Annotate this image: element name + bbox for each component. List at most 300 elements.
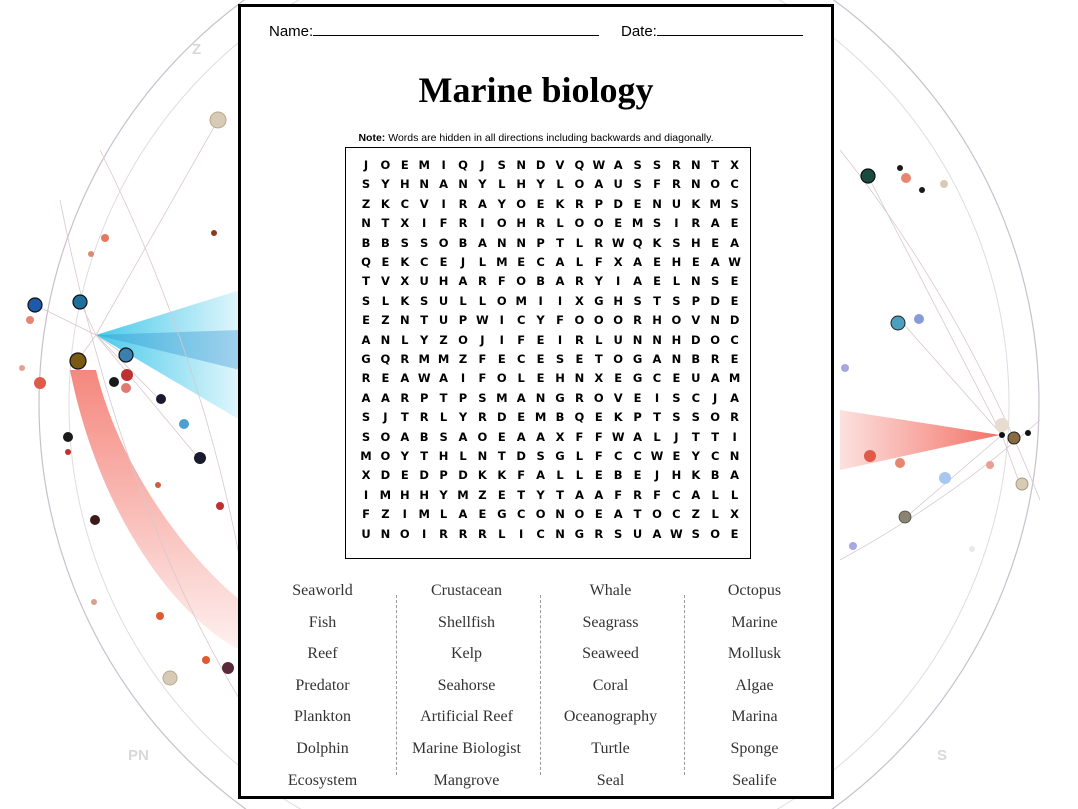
grid-cell[interactable]: I — [499, 313, 504, 328]
grid-cell[interactable]: W — [592, 158, 606, 172]
grid-cell[interactable]: Y — [439, 487, 448, 502]
grid-cell[interactable]: L — [575, 255, 584, 269]
grid-cell[interactable]: I — [422, 526, 427, 541]
grid-cell[interactable]: G — [361, 352, 371, 366]
grid-cell[interactable]: S — [497, 158, 506, 172]
grid-cell[interactable]: P — [458, 390, 468, 405]
grid-cell[interactable]: I — [422, 216, 427, 231]
grid-cell[interactable]: N — [361, 216, 371, 231]
grid-cell[interactable]: T — [517, 487, 526, 502]
grid-cell[interactable]: Y — [691, 449, 700, 463]
grid-cell[interactable]: W — [611, 235, 625, 250]
grid-cell[interactable]: V — [555, 158, 565, 172]
grid-cell[interactable]: O — [496, 293, 507, 308]
grid-cell[interactable]: S — [361, 410, 371, 425]
grid-cell[interactable]: S — [361, 429, 371, 444]
grid-cell[interactable]: N — [652, 196, 662, 211]
grid-cell[interactable]: L — [595, 332, 603, 347]
grid-cell[interactable]: F — [478, 371, 487, 386]
grid-cell[interactable]: H — [671, 255, 682, 269]
grid-cell[interactable]: A — [730, 235, 740, 250]
grid-cell[interactable]: P — [439, 468, 448, 483]
grid-cell[interactable]: H — [438, 449, 449, 463]
grid-cell[interactable]: L — [478, 255, 487, 269]
grid-cell[interactable]: F — [653, 487, 661, 502]
grid-cell[interactable]: E — [594, 507, 603, 522]
grid-cell[interactable]: F — [556, 313, 564, 328]
grid-cell[interactable]: H — [671, 468, 682, 483]
grid-cell[interactable]: O — [380, 429, 391, 444]
grid-cell[interactable]: E — [614, 216, 623, 231]
grid-cell[interactable]: O — [496, 371, 507, 386]
grid-cell[interactable]: O — [458, 332, 468, 347]
grid-cell[interactable]: M — [457, 487, 469, 502]
grid-cell[interactable]: A — [458, 507, 468, 522]
grid-cell[interactable]: B — [555, 410, 565, 425]
grid-cell[interactable]: F — [594, 255, 603, 269]
grid-cell[interactable]: N — [574, 371, 585, 386]
grid-cell[interactable]: E — [381, 371, 390, 386]
grid-cell[interactable]: S — [652, 158, 662, 172]
grid-cell[interactable]: R — [671, 158, 681, 172]
grid-cell[interactable]: S — [633, 177, 642, 192]
grid-cell[interactable]: A — [613, 507, 623, 522]
grid-cell[interactable]: D — [729, 313, 740, 328]
grid-cell[interactable]: T — [439, 390, 448, 405]
grid-cell[interactable]: Q — [574, 410, 585, 425]
grid-cell[interactable]: V — [380, 274, 390, 289]
grid-cell[interactable]: S — [555, 352, 565, 366]
grid-cell[interactable]: S — [361, 293, 371, 308]
grid-cell[interactable]: E — [594, 468, 603, 483]
grid-cell[interactable]: E — [653, 255, 661, 269]
grid-cell[interactable]: N — [477, 449, 488, 463]
grid-cell[interactable]: P — [536, 235, 545, 250]
grid-cell[interactable]: E — [711, 235, 720, 250]
grid-cell[interactable]: N — [690, 274, 701, 289]
grid-cell[interactable]: A — [458, 429, 468, 444]
grid-cell[interactable]: X — [400, 216, 410, 231]
grid-cell[interactable]: A — [400, 371, 410, 386]
grid-cell[interactable]: W — [670, 526, 683, 541]
grid-cell[interactable]: Z — [691, 507, 700, 522]
grid-cell[interactable]: I — [654, 390, 660, 405]
grid-cell[interactable]: D — [497, 410, 507, 425]
grid-cell[interactable]: S — [672, 410, 681, 425]
grid-cell[interactable]: C — [672, 507, 681, 522]
grid-cell[interactable]: R — [633, 313, 643, 328]
grid-cell[interactable]: B — [691, 352, 701, 366]
grid-cell[interactable]: N — [690, 177, 701, 192]
grid-cell[interactable]: V — [613, 390, 623, 405]
grid-cell[interactable]: S — [711, 274, 720, 289]
grid-cell[interactable]: M — [418, 352, 430, 366]
grid-cell[interactable]: T — [556, 487, 564, 502]
grid-cell[interactable]: L — [439, 410, 448, 425]
grid-cell[interactable]: E — [633, 196, 642, 211]
grid-cell[interactable]: N — [555, 507, 565, 522]
grid-cell[interactable]: E — [536, 332, 545, 347]
grid-cell[interactable]: I — [616, 274, 621, 289]
grid-cell[interactable]: W — [417, 371, 431, 386]
grid-cell[interactable]: D — [613, 196, 623, 211]
grid-cell[interactable]: O — [574, 216, 585, 231]
grid-cell[interactable]: I — [460, 371, 466, 386]
grid-cell[interactable]: H — [555, 371, 565, 386]
grid-cell[interactable]: V — [419, 196, 429, 211]
grid-cell[interactable]: O — [477, 429, 488, 444]
grid-cell[interactable]: K — [691, 196, 701, 211]
grid-cell[interactable]: R — [477, 410, 487, 425]
grid-cell[interactable]: E — [730, 352, 739, 366]
grid-cell[interactable]: C — [419, 255, 429, 269]
grid-cell[interactable]: J — [480, 332, 485, 347]
grid-cell[interactable]: A — [633, 255, 643, 269]
grid-cell[interactable]: Y — [458, 410, 468, 425]
grid-cell[interactable]: C — [536, 255, 545, 269]
grid-cell[interactable]: L — [672, 274, 681, 289]
grid-cell[interactable]: L — [575, 468, 584, 483]
grid-cell[interactable]: A — [730, 390, 740, 405]
grid-cell[interactable]: L — [498, 526, 506, 541]
grid-cell[interactable]: I — [557, 293, 563, 308]
grid-cell[interactable]: L — [711, 487, 719, 502]
grid-cell[interactable]: L — [556, 216, 564, 231]
grid-cell[interactable]: T — [400, 410, 409, 425]
grid-cell[interactable]: S — [478, 390, 487, 405]
grid-cell[interactable]: N — [516, 235, 526, 250]
grid-cell[interactable]: J — [383, 410, 388, 425]
grid-cell[interactable]: R — [574, 274, 584, 289]
grid-cell[interactable]: U — [691, 371, 701, 386]
grid-cell[interactable]: Y — [536, 313, 545, 328]
grid-cell[interactable]: T — [420, 449, 429, 463]
grid-cell[interactable]: C — [633, 449, 642, 463]
grid-cell[interactable]: O — [574, 177, 585, 192]
grid-cell[interactable]: I — [441, 158, 446, 172]
grid-cell[interactable]: R — [691, 216, 701, 231]
grid-cell[interactable]: I — [557, 332, 563, 347]
grid-cell[interactable]: K — [652, 235, 662, 250]
grid-cell[interactable]: A — [516, 390, 526, 405]
grid-cell[interactable]: Z — [458, 352, 468, 366]
grid-cell[interactable]: B — [419, 429, 429, 444]
grid-cell[interactable]: A — [361, 390, 371, 405]
grid-cell[interactable]: H — [671, 332, 682, 347]
grid-cell[interactable]: R — [730, 410, 740, 425]
grid-cell[interactable]: S — [439, 429, 448, 444]
grid-cell[interactable]: K — [380, 196, 390, 211]
grid-cell[interactable]: I — [480, 216, 485, 231]
grid-cell[interactable]: A — [477, 196, 487, 211]
grid-cell[interactable]: U — [438, 293, 449, 308]
grid-cell[interactable]: F — [439, 216, 448, 231]
grid-cell[interactable]: O — [613, 313, 624, 328]
grid-cell[interactable]: S — [672, 235, 681, 250]
grid-cell[interactable]: G — [555, 390, 565, 405]
grid-cell[interactable]: E — [730, 293, 739, 308]
grid-cell[interactable]: A — [458, 274, 468, 289]
grid-cell[interactable]: T — [556, 235, 564, 250]
grid-cell[interactable]: C — [516, 352, 526, 366]
grid-cell[interactable]: H — [613, 293, 623, 308]
grid-cell[interactable]: R — [710, 352, 720, 366]
grid-cell[interactable]: E — [653, 274, 661, 289]
grid-cell[interactable]: M — [360, 449, 372, 463]
grid-cell[interactable]: T — [633, 507, 642, 522]
grid-cell[interactable]: U — [361, 526, 371, 541]
grid-cell[interactable]: D — [710, 293, 720, 308]
grid-cell[interactable]: R — [574, 332, 584, 347]
grid-cell[interactable]: Z — [381, 313, 390, 328]
grid-cell[interactable]: R — [419, 410, 429, 425]
grid-cell[interactable]: S — [536, 449, 545, 463]
grid-cell[interactable]: T — [691, 429, 700, 444]
grid-cell[interactable]: R — [594, 235, 604, 250]
grid-cell[interactable]: J — [480, 158, 485, 172]
grid-cell[interactable]: A — [439, 177, 449, 192]
grid-cell[interactable]: E — [497, 352, 506, 366]
grid-cell[interactable]: A — [574, 487, 584, 502]
grid-cell[interactable]: O — [380, 158, 391, 172]
grid-cell[interactable]: F — [614, 487, 623, 502]
grid-cell[interactable]: G — [632, 352, 643, 366]
grid-cell[interactable]: M — [496, 255, 508, 269]
grid-cell[interactable]: E — [362, 313, 370, 328]
grid-cell[interactable]: O — [710, 410, 721, 425]
grid-cell[interactable]: M — [534, 410, 547, 425]
grid-cell[interactable]: I — [499, 332, 504, 347]
grid-cell[interactable]: X — [555, 429, 565, 444]
grid-cell[interactable]: J — [674, 429, 679, 444]
grid-cell[interactable]: L — [575, 235, 584, 250]
grid-cell[interactable]: N — [458, 177, 468, 192]
grid-cell[interactable]: B — [381, 235, 390, 250]
grid-cell[interactable]: N — [652, 332, 662, 347]
grid-cell[interactable]: S — [400, 235, 409, 250]
grid-cell[interactable]: Y — [420, 332, 429, 347]
grid-cell[interactable]: O — [438, 235, 449, 250]
grid-cell[interactable]: D — [419, 468, 429, 483]
grid-cell[interactable]: O — [535, 507, 546, 522]
grid-cell[interactable]: M — [437, 352, 450, 366]
grid-cell[interactable]: O — [593, 313, 604, 328]
grid-cell[interactable]: T — [381, 216, 390, 231]
grid-cell[interactable]: O — [710, 332, 721, 347]
grid-cell[interactable]: O — [380, 449, 391, 463]
grid-cell[interactable]: O — [574, 313, 585, 328]
grid-cell[interactable]: R — [633, 487, 643, 502]
grid-cell[interactable]: S — [420, 235, 429, 250]
grid-cell[interactable]: R — [400, 390, 410, 405]
grid-cell[interactable]: A — [361, 332, 371, 347]
grid-cell[interactable]: C — [730, 177, 739, 192]
grid-cell[interactable]: G — [594, 293, 604, 308]
grid-cell[interactable]: A — [710, 216, 720, 231]
grid-cell[interactable]: F — [497, 274, 506, 289]
grid-cell[interactable]: E — [730, 216, 739, 231]
grid-cell[interactable]: H — [399, 487, 410, 502]
grid-cell[interactable]: L — [401, 332, 409, 347]
grid-cell[interactable]: T — [594, 352, 603, 366]
grid-cell[interactable]: A — [594, 177, 604, 192]
grid-cell[interactable]: R — [400, 352, 410, 366]
grid-cell[interactable]: A — [536, 468, 546, 483]
grid-cell[interactable]: L — [459, 293, 467, 308]
grid-cell[interactable]: C — [516, 507, 526, 522]
grid-cell[interactable]: E — [400, 468, 409, 483]
grid-cell[interactable]: A — [400, 429, 410, 444]
grid-cell[interactable]: E — [730, 526, 739, 541]
grid-cell[interactable]: Y — [536, 177, 545, 192]
grid-cell[interactable]: G — [574, 526, 585, 541]
grid-cell[interactable]: T — [362, 274, 370, 289]
grid-cell[interactable]: N — [729, 449, 740, 463]
grid-cell[interactable]: H — [516, 177, 526, 192]
grid-cell[interactable]: S — [672, 390, 681, 405]
grid-cell[interactable]: W — [476, 313, 489, 328]
grid-cell[interactable]: E — [672, 371, 681, 386]
grid-cell[interactable]: S — [420, 293, 429, 308]
grid-cell[interactable]: I — [538, 293, 543, 308]
grid-cell[interactable]: L — [575, 449, 584, 463]
grid-cell[interactable]: O — [496, 216, 507, 231]
grid-cell[interactable]: T — [497, 449, 506, 463]
grid-cell[interactable]: C — [730, 332, 739, 347]
grid-cell[interactable]: Q — [632, 235, 643, 250]
grid-cell[interactable]: S — [691, 410, 700, 425]
grid-cell[interactable]: X — [361, 468, 371, 483]
grid-cell[interactable]: I — [674, 216, 679, 231]
grid-cell[interactable]: D — [691, 332, 701, 347]
grid-cell[interactable]: J — [713, 390, 718, 405]
grid-cell[interactable]: B — [613, 468, 623, 483]
grid-cell[interactable]: U — [438, 313, 449, 328]
grid-cell[interactable]: M — [379, 487, 392, 502]
grid-cell[interactable]: B — [361, 235, 371, 250]
grid-cell[interactable]: N — [380, 526, 391, 541]
grid-cell[interactable]: A — [633, 274, 643, 289]
grid-cell[interactable]: Y — [400, 449, 409, 463]
grid-cell[interactable]: E — [497, 487, 506, 502]
grid-cell[interactable]: S — [614, 526, 623, 541]
grid-cell[interactable]: T — [711, 158, 720, 172]
grid-cell[interactable]: K — [613, 410, 623, 425]
grid-cell[interactable]: R — [574, 390, 584, 405]
grid-cell[interactable]: J — [363, 158, 369, 172]
grid-cell[interactable]: F — [653, 177, 661, 192]
grid-cell[interactable]: L — [459, 449, 467, 463]
grid-cell[interactable]: U — [671, 196, 682, 211]
grid-cell[interactable]: Q — [574, 158, 585, 172]
grid-cell[interactable]: E — [730, 274, 739, 289]
grid-cell[interactable]: A — [691, 487, 701, 502]
grid-cell[interactable]: N — [496, 235, 507, 250]
name-line[interactable] — [313, 34, 599, 36]
grid-cell[interactable]: H — [419, 487, 429, 502]
grid-cell[interactable]: H — [516, 216, 526, 231]
grid-cell[interactable]: R — [574, 196, 584, 211]
grid-cell[interactable]: R — [477, 274, 487, 289]
grid-cell[interactable]: K — [497, 468, 507, 483]
grid-cell[interactable]: E — [672, 449, 681, 463]
grid-cell[interactable]: I — [519, 526, 524, 541]
grid-cell[interactable]: D — [458, 468, 468, 483]
grid-cell[interactable]: H — [690, 235, 701, 250]
grid-cell[interactable]: E — [517, 410, 526, 425]
grid-cell[interactable]: P — [419, 390, 429, 405]
date-line[interactable] — [657, 34, 803, 36]
grid-cell[interactable]: Q — [361, 255, 371, 269]
grid-cell[interactable]: C — [652, 371, 662, 386]
grid-cell[interactable]: A — [710, 371, 720, 386]
grid-cell[interactable]: E — [691, 255, 700, 269]
grid-cell[interactable]: Q — [458, 158, 468, 172]
grid-cell[interactable]: M — [496, 390, 508, 405]
grid-cell[interactable]: E — [439, 255, 448, 269]
grid-cell[interactable]: H — [652, 313, 662, 328]
grid-cell[interactable]: E — [536, 371, 545, 386]
grid-cell[interactable]: S — [672, 293, 681, 308]
grid-cell[interactable]: I — [402, 507, 407, 522]
grid-cell[interactable]: P — [633, 410, 642, 425]
grid-cell[interactable]: N — [380, 332, 391, 347]
grid-cell[interactable]: T — [711, 429, 720, 444]
grid-cell[interactable]: L — [556, 177, 564, 192]
grid-cell[interactable]: K — [691, 468, 701, 483]
grid-cell[interactable]: P — [594, 196, 604, 211]
grid-cell[interactable]: W — [728, 255, 741, 269]
grid-cell[interactable]: S — [633, 293, 642, 308]
grid-cell[interactable]: L — [517, 371, 525, 386]
grid-cell[interactable]: F — [478, 352, 487, 366]
grid-cell[interactable]: X — [594, 371, 604, 386]
grid-cell[interactable]: X — [730, 158, 740, 172]
grid-cell[interactable]: W — [611, 429, 625, 444]
grid-cell[interactable]: E — [536, 352, 545, 366]
grid-cell[interactable]: N — [516, 158, 526, 172]
grid-cell[interactable]: U — [632, 526, 643, 541]
grid-cell[interactable]: A — [710, 255, 720, 269]
grid-cell[interactable]: L — [730, 487, 739, 502]
grid-cell[interactable]: E — [594, 410, 603, 425]
grid-cell[interactable]: E — [575, 352, 584, 366]
grid-cell[interactable]: U — [419, 274, 429, 289]
grid-cell[interactable]: L — [498, 177, 506, 192]
grid-cell[interactable]: N — [632, 332, 643, 347]
grid-cell[interactable]: S — [633, 158, 642, 172]
grid-cell[interactable]: O — [593, 216, 604, 231]
grid-cell[interactable]: S — [730, 196, 739, 211]
grid-cell[interactable]: G — [632, 371, 643, 386]
grid-cell[interactable]: X — [574, 293, 584, 308]
grid-cell[interactable]: A — [555, 274, 565, 289]
grid-cell[interactable]: Y — [594, 274, 603, 289]
grid-cell[interactable]: M — [418, 507, 430, 522]
grid-cell[interactable]: R — [458, 196, 468, 211]
grid-cell[interactable]: J — [460, 255, 466, 269]
grid-cell[interactable]: N — [710, 313, 720, 328]
grid-cell[interactable]: W — [650, 449, 664, 463]
grid-cell[interactable]: O — [710, 177, 721, 192]
grid-cell[interactable]: Y — [478, 177, 487, 192]
grid-cell[interactable]: X — [400, 274, 410, 289]
grid-cell[interactable]: O — [399, 526, 410, 541]
grid-cell[interactable]: N — [690, 158, 701, 172]
grid-cell[interactable]: N — [535, 390, 546, 405]
grid-cell[interactable]: A — [516, 429, 526, 444]
grid-cell[interactable]: Z — [478, 487, 487, 502]
